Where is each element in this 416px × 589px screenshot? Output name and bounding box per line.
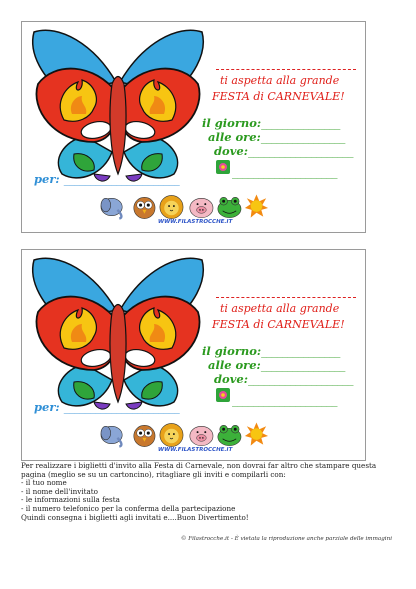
per-field[interactable] xyxy=(34,400,179,414)
list-item: - il nome dell'invitato xyxy=(21,486,99,496)
butterfly-mask-image xyxy=(24,24,212,186)
dove-label: dove: xyxy=(214,372,248,386)
ore-label: alle ore: xyxy=(208,130,261,144)
invitation-card xyxy=(21,249,366,461)
giorno-blank: _______________ xyxy=(261,344,340,358)
invite-line-2: FESTA di CARNEVALE! xyxy=(212,90,345,103)
dove-blank: ____________________ xyxy=(247,144,353,158)
dove-field[interactable] xyxy=(214,144,353,158)
extra-blank: ____________________ xyxy=(232,165,337,179)
butterfly-mask-image xyxy=(24,252,212,414)
dove-field[interactable] xyxy=(214,372,353,386)
website-label: WWW.FILASTROCCHE.IT xyxy=(158,447,233,453)
ore-field[interactable] xyxy=(208,358,345,372)
instructions-text xyxy=(21,462,393,522)
website-label: WWW.FILASTROCCHE.IT xyxy=(158,219,233,225)
ore-field[interactable] xyxy=(208,130,345,144)
animals-illustration xyxy=(100,422,270,448)
giorno-field[interactable] xyxy=(202,344,340,358)
instructions-list xyxy=(21,479,393,513)
giorno-blank: _______________ xyxy=(261,116,340,130)
giorno-field[interactable] xyxy=(202,116,340,130)
extra-blank: ____________________ xyxy=(232,393,337,407)
instructions-intro: Per realizzare i biglietti d'invito alla Festa di Carnevale, non dovrai far altro che stampare questa pagina (meglio se su un cartoncino), ritagliare gli inviti e compilarli con: xyxy=(21,461,377,479)
ore-blank: ________________ xyxy=(260,358,345,372)
invite-line-2: FESTA di CARNEVALE! xyxy=(212,318,345,331)
invite-line-1: ti aspetta alla grande xyxy=(220,74,340,87)
per-blank: ______________________ xyxy=(63,172,180,186)
list-item: - il tuo nome xyxy=(21,478,67,488)
ore-blank: ________________ xyxy=(260,130,345,144)
flower-icon xyxy=(216,388,230,402)
dove-blank: ____________________ xyxy=(247,372,353,386)
instructions-closing: Quindi consegna i biglietti agli invitati e....Buon Divertimento! xyxy=(21,512,249,522)
giorno-label: il giorno: xyxy=(202,116,262,130)
giorno-label: il giorno: xyxy=(202,344,262,358)
list-item: - le informazioni sulla festa xyxy=(21,495,120,505)
extra-field[interactable] xyxy=(232,165,337,179)
invitation-card xyxy=(21,21,366,233)
divider-line xyxy=(216,297,356,298)
animals-illustration xyxy=(100,194,270,220)
per-label: per: xyxy=(34,172,60,186)
per-label: per: xyxy=(34,400,60,414)
ore-label: alle ore: xyxy=(208,358,261,372)
divider-line xyxy=(216,69,356,70)
copyright-notice: © Filastrocche.it - È vietata la riproduzione anche parziale delle immagini xyxy=(180,536,392,542)
dove-label: dove: xyxy=(214,144,248,158)
extra-field[interactable] xyxy=(232,393,337,407)
per-blank: ______________________ xyxy=(63,400,180,414)
per-field[interactable] xyxy=(34,172,179,186)
flower-icon xyxy=(216,160,230,174)
list-item: - il numero telefonico per la conferma della partecipazione xyxy=(21,503,236,513)
invite-line-1: ti aspetta alla grande xyxy=(220,302,340,315)
